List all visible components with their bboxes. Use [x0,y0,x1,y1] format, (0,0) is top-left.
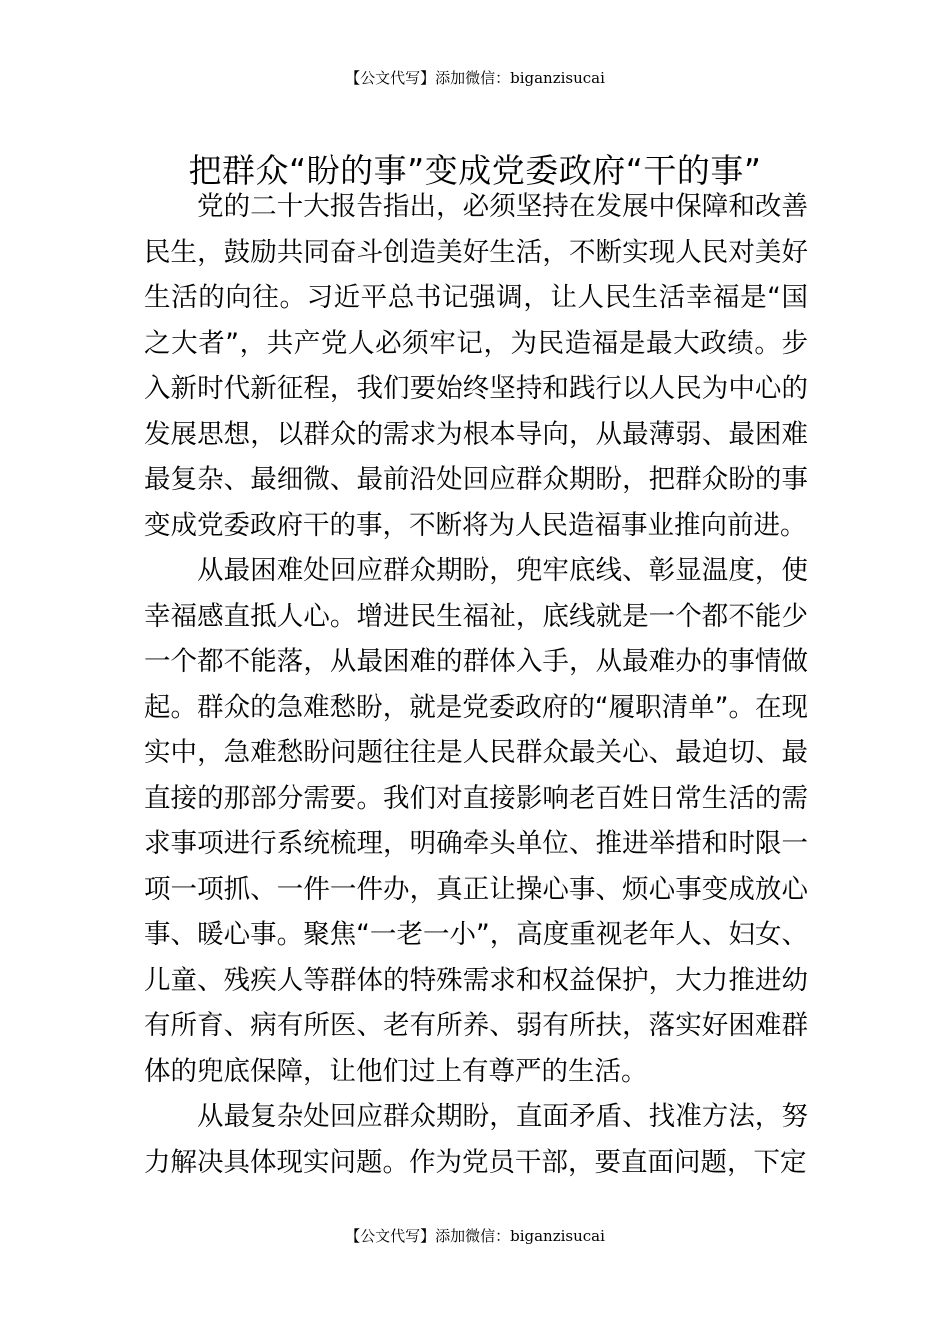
paragraph-2: 从最困难处回应群众期盼，兜牢底线、彰显温度，使幸福感直抵人心。增进民生福祉，底线就是一个都不能少一个都不能落，从最困难的群体入手，从最难办的事情做起。群众的急难愁盼，就是党委政府的“履职清单”。在现实中，急难愁盼问题往往是人民群众最关心、最迫切、最直接的那部分需要。我们对直接影响老百姓日常生活的需求事项进行系统梳理，明确牵头单位、推进举措和时限一项一项抓、一件一件办，真正让操心事、烦心事变成放心事、暖心事。聚焦“一老一小”，高度重视老年人、妇女、儿童、残疾人等群体的特殊需求和权益保护，大力推进幼有所育、病有所医、老有所养、弱有所扶，落实好困难群体的兜底保障，让他们过上有尊严的生活。 [144,555,808,1087]
paragraph-1: 党的二十大报告指出，必须坚持在发展中保障和改善民生，鼓励共同奋斗创造美好生活，不断实现人民对美好生活的向往。习近平总书记强调，让人民生活幸福是“国之大者”，共产党人必须牢记，为民造福是最大政绩。步入新时代新征程，我们要始终坚持和践行以人民为中心的发展思想，以群众的需求为根本导向，从最薄弱、最困难最复杂、最细微、最前沿处回应群众期盼，把群众盼的事变成党委政府干的事，不断将为人民造福事业推向前进。 [144,191,808,541]
paragraph-3: 从最复杂处回应群众期盼，直面矛盾、找准方法，努力解决具体现实问题。作为党员干部，要直面问题，下定 [144,1101,808,1178]
document-title: 把群众“盼的事”变成党委政府“干的事” [188,151,762,191]
header-watermark-note: 【公文代写】添加微信：biganzisucai [345,69,605,87]
footer-watermark-note: 【公文代写】添加微信：biganzisucai [345,1227,605,1245]
document-body [144,184,808,1185]
